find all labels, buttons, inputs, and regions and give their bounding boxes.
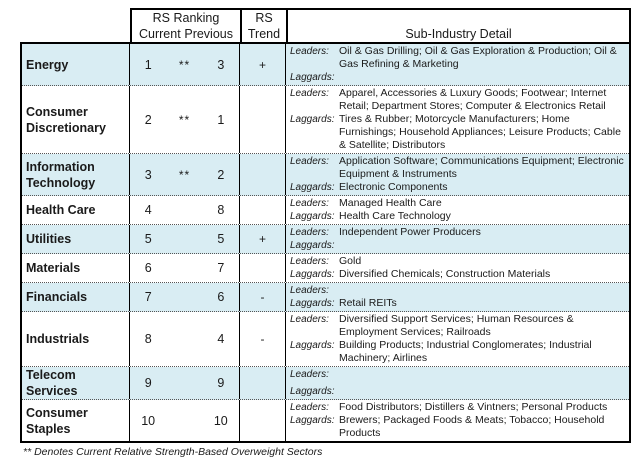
rank-cell xyxy=(130,86,240,153)
laggards-label: Laggards: xyxy=(290,240,335,251)
laggards-text: Diversified Chemicals; Construction Materials xyxy=(339,268,551,280)
rank-cell xyxy=(130,254,240,282)
header-previous: Previous xyxy=(184,27,233,41)
row-consumer-discretionary xyxy=(22,86,629,154)
row-health-care xyxy=(22,196,629,225)
current-rank: 3 xyxy=(144,167,152,182)
trend-indicator xyxy=(240,86,286,153)
leaders-text: Independent Power Producers xyxy=(339,226,481,238)
sector-name: Materials xyxy=(22,254,130,282)
leaders-label: Leaders: xyxy=(290,88,329,99)
header-current: Current xyxy=(139,27,181,41)
current-rank: 2 xyxy=(144,112,152,127)
previous-rank: 6 xyxy=(217,290,225,304)
header-rs-trend-line2: Trend xyxy=(247,27,281,41)
header-empty-cell xyxy=(20,8,130,42)
rank-cell xyxy=(130,196,240,224)
leaders-label: Leaders: xyxy=(290,402,329,413)
previous-rank: 7 xyxy=(217,261,225,275)
current-rank: 8 xyxy=(144,332,152,346)
overweight-marker: ** xyxy=(178,112,191,127)
previous-rank: 9 xyxy=(217,376,225,390)
overweight-marker: ** xyxy=(178,167,191,182)
current-rank: 6 xyxy=(144,261,152,275)
rs-ranking-table xyxy=(20,8,631,458)
current-rank: 7 xyxy=(144,290,152,304)
rank-cell xyxy=(130,154,240,195)
trend-indicator: + xyxy=(240,44,286,85)
leaders-text: Food Distributors; Distillers & Vintners; Personal Products xyxy=(339,401,608,413)
laggards-label: Laggards: xyxy=(290,182,335,193)
leaders-label: Leaders: xyxy=(290,256,329,267)
leaders-text: Gold xyxy=(339,255,362,267)
leaders-text: Apparel, Accessories & Luxury Goods; Footwear; Internet Retail; Department Stores; Computer & Electronics Retail xyxy=(339,87,607,112)
laggards-label: Laggards: xyxy=(290,415,335,426)
leaders-label: Leaders: xyxy=(290,285,329,296)
header-rs-ranking-group xyxy=(130,8,240,42)
leaders-text: Managed Health Care xyxy=(339,197,442,209)
trend-indicator xyxy=(240,154,286,195)
header-rs-trend-line1: RS xyxy=(255,11,273,25)
laggards-label: Laggards: xyxy=(290,211,335,222)
table-header xyxy=(20,8,631,42)
leaders-text: Diversified Support Services; Human Resources & Employment Services; Railroads xyxy=(339,313,574,338)
leaders-text: Application Software; Communications Equipment; Electronic Equipment & Instruments xyxy=(339,155,624,180)
trend-indicator: - xyxy=(240,312,286,366)
row-materials xyxy=(22,254,629,283)
sub-industry-cell xyxy=(286,44,629,85)
trend-indicator: + xyxy=(240,225,286,253)
header-sub-industry-detail xyxy=(286,8,631,42)
row-telecom-services xyxy=(22,367,629,400)
laggards-label: Laggards: xyxy=(290,269,335,280)
row-energy xyxy=(22,44,629,86)
sector-name: Consumer Staples xyxy=(22,400,130,441)
previous-rank: 3 xyxy=(217,57,225,72)
trend-indicator: - xyxy=(240,283,286,311)
sub-industry-cell xyxy=(286,196,629,224)
current-rank: 9 xyxy=(144,376,152,390)
current-rank: 1 xyxy=(144,57,152,72)
sector-name: Energy xyxy=(22,44,130,85)
rank-cell xyxy=(130,283,240,311)
footnote: ** Denotes Current Relative Strength-Based Overweight Sectors xyxy=(23,446,323,458)
sector-name: Utilities xyxy=(22,225,130,253)
leaders-label: Leaders: xyxy=(290,314,329,325)
trend-indicator xyxy=(240,196,286,224)
sector-name: Health Care xyxy=(22,196,130,224)
leaders-label: Leaders: xyxy=(290,369,329,380)
sub-industry-cell xyxy=(286,154,629,195)
leaders-label: Leaders: xyxy=(290,198,329,209)
previous-rank: 5 xyxy=(217,232,225,246)
laggards-text: Electronic Components xyxy=(339,181,448,193)
leaders-text: Oil & Gas Drilling; Oil & Gas Exploration & Production; Oil & Gas Refining & Marketing xyxy=(339,45,617,70)
sub-industry-cell xyxy=(286,86,629,153)
sector-name: Consumer Discretionary xyxy=(22,86,130,153)
leaders-label: Leaders: xyxy=(290,227,329,238)
current-rank: 5 xyxy=(144,232,152,246)
sub-industry-cell xyxy=(286,367,629,399)
laggards-label: Laggards: xyxy=(290,114,335,125)
previous-rank: 8 xyxy=(217,203,225,217)
sub-industry-cell xyxy=(286,283,629,311)
sector-name: Financials xyxy=(22,283,130,311)
previous-rank: 10 xyxy=(213,413,228,428)
laggards-text: Tires & Rubber; Motorcycle Manufacturers; Home Furnishings; Household Appliances; Leisure Products; Cable & Satellite; Distributors xyxy=(339,113,621,151)
row-utilities xyxy=(22,225,629,254)
header-rs-ranking: RS Ranking xyxy=(152,11,220,25)
trend-indicator xyxy=(240,367,286,399)
previous-rank: 1 xyxy=(217,112,225,127)
rank-cell xyxy=(130,367,240,399)
rank-cell xyxy=(130,225,240,253)
sector-name: Industrials xyxy=(22,312,130,366)
sub-industry-cell xyxy=(286,312,629,366)
header-rs-trend xyxy=(240,8,286,42)
laggards-text: Building Products; Industrial Conglomerates; Industrial Machinery; Airlines xyxy=(339,339,592,364)
sub-industry-cell xyxy=(286,254,629,282)
laggards-text: Retail REITs xyxy=(339,297,397,309)
laggards-label: Laggards: xyxy=(290,72,335,83)
rank-cell xyxy=(130,312,240,366)
row-information-technology xyxy=(22,154,629,196)
row-industrials xyxy=(22,312,629,367)
laggards-label: Laggards: xyxy=(290,298,335,309)
previous-rank: 4 xyxy=(217,332,225,346)
sector-name: Telecom Services xyxy=(22,367,130,399)
header-sub-industry-label: Sub-Industry Detail xyxy=(405,27,512,41)
laggards-label: Laggards: xyxy=(290,340,335,351)
rank-cell xyxy=(130,44,240,85)
laggards-label: Laggards: xyxy=(290,386,335,397)
laggards-text: Brewers; Packaged Foods & Meats; Tobacco; Household Products xyxy=(339,414,605,439)
previous-rank: 2 xyxy=(217,167,225,182)
sector-name: Information Technology xyxy=(22,154,130,195)
current-rank: 4 xyxy=(144,203,152,217)
leaders-label: Leaders: xyxy=(290,156,329,167)
overweight-marker: ** xyxy=(178,57,191,72)
sub-industry-cell xyxy=(286,225,629,253)
leaders-label: Leaders: xyxy=(290,46,329,57)
laggards-text: Health Care Technology xyxy=(339,210,451,222)
trend-indicator xyxy=(240,254,286,282)
row-financials xyxy=(22,283,629,312)
current-rank: 10 xyxy=(141,413,156,428)
table-body xyxy=(20,42,631,443)
